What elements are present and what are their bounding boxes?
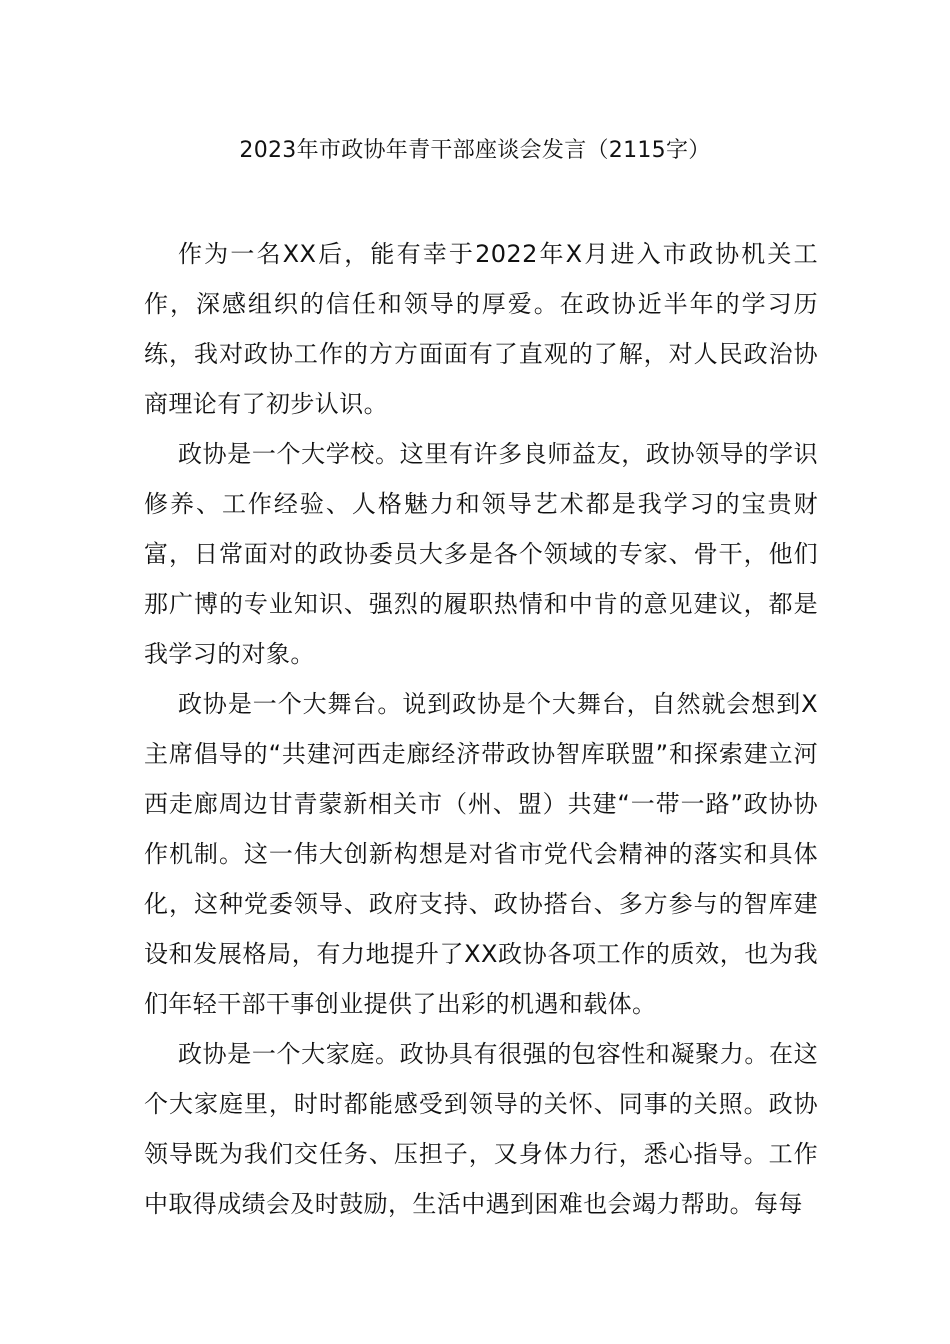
document-title: 2023年市政协年青干部座谈会发言（2115字） bbox=[239, 138, 711, 163]
paragraph-1: 作为一名XX后，能有幸于2022年X月进入市政协机关工作，深感组织的信任和领导的厚爱。在政协近半年的学习历练，我对政协工作的方方面面有了直观的了解，对人民政治协商理论有了初步认识。 bbox=[144, 240, 818, 418]
document-body bbox=[144, 229, 818, 1229]
paragraph-3: 政协是一个大舞台。说到政协是个大舞台，自然就会想到X主席倡导的“共建河西走廊经济带政协智库联盟”和探索建立河西走廊周边甘青蒙新相关市（州、盟）共建“一带一路”政协协作机制。这一伟大创新构想是对省市党代会精神的落实和具体化，这种党委领导、政府支持、政协搭台、多方参与的智库建设和发展格局，有力地提升了XX政协各项工作的质效，也为我们年轻干部干事创业提供了出彩的机遇和载体。 bbox=[144, 690, 818, 1018]
paragraph-2: 政协是一个大学校。这里有许多良师益友，政协领导的学识修养、工作经验、人格魅力和领导艺术都是我学习的宝贵财富，日常面对的政协委员大多是各个领域的专家、骨干，他们那广博的专业知识、强烈的履职热情和中肯的意见建议，都是我学习的对象。 bbox=[144, 440, 818, 668]
paragraph-4: 政协是一个大家庭。政协具有很强的包容性和凝聚力。在这个大家庭里，时时都能感受到领导的关怀、同事的关照。政协领导既为我们交任务、压担子，又身体力行，悉心指导。工作中取得成绩会及时鼓励，生活中遇到困难也会竭力帮助。每每 bbox=[144, 1040, 818, 1218]
